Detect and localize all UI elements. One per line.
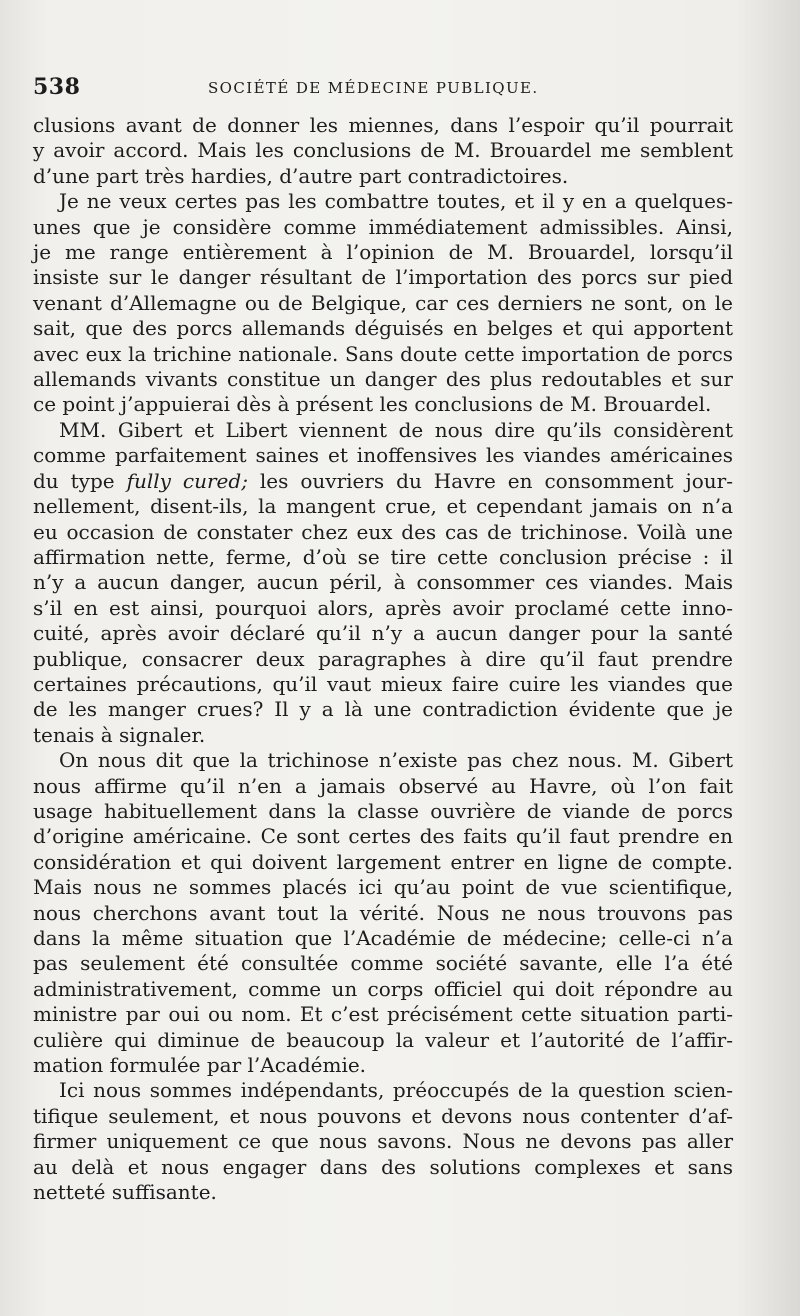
- text-line: Ici nous sommes indépendants, préoccupés de la question scien-: [59, 1078, 733, 1103]
- text-line: s’il en est ainsi, pourquoi alors, après avoir proclamé cette inno-: [33, 595, 733, 620]
- text-line: insiste sur le danger résultant de l’importation des porcs sur pied: [33, 265, 733, 290]
- text-line: ce point j’appuierai dès à présent les conclusions de M. Brouardel.: [33, 392, 712, 417]
- text-line: eu occasion de constater chez eux des cas de trichinose. Voilà une: [33, 519, 733, 544]
- text-line: allemands vivants constitue un danger des plus redoutables et sur: [33, 367, 733, 392]
- text-line: dans la même situation que l’Académie de médecine; celle-ci n’a: [33, 926, 733, 950]
- text-line: je me range entièrement à l’opinion de M. Brouardel, lorsqu’il: [33, 240, 733, 265]
- text-line: avec eux la trichine nationale. Sans doute cette importation de porcs: [33, 342, 733, 366]
- text-line: usage habituellement dans la classe ouvrière de viande de porcs: [33, 798, 733, 823]
- text-line: firmer uniquement ce que nous savons. Nous ne devons pas aller: [33, 1129, 733, 1154]
- text-line: Mais nous ne sommes placés ici qu’au point de vue scientifique,: [33, 875, 733, 900]
- text-line: clusions avant de donner les miennes, dans l’espoir qu’il pourrait: [33, 113, 733, 137]
- body-text: [33, 113, 733, 1205]
- text-line: venant d’Allemagne ou de Belgique, car ces derniers ne sont, on le: [33, 290, 733, 315]
- text-line: n’y a aucun danger, aucun péril, à consommer ces viandes. Mais: [33, 570, 733, 595]
- text-line: culière qui diminue de beaucoup la valeur et l’autorité de l’affir-: [33, 1027, 733, 1052]
- text-line: ministre par oui ou nom. Et c’est précisément cette situation parti-: [33, 1002, 733, 1027]
- text-line: sait, que des porcs allemands déguisés en belges et qui apportent: [33, 316, 733, 341]
- text-segment: les ouvriers du Havre en consomment jour-: [247, 468, 733, 493]
- text-line: y avoir accord. Mais les conclusions de M. Brouardel me semblent: [33, 138, 733, 163]
- text-line: d’origine américaine. Ce sont certes des faits qu’il faut prendre en: [33, 824, 733, 849]
- text-line: considération et qui doivent largement entrer en ligne de compte.: [33, 849, 733, 874]
- text-line: comme parfaitement saines et inoffensives les viandes américaines: [33, 443, 733, 468]
- page-number: 538: [33, 74, 81, 100]
- text-line: unes que je considère comme immédiatement admissibles. Ainsi,: [33, 214, 733, 239]
- text-line: de les manger crues? Il y a là une contradiction évidente que je: [33, 697, 733, 722]
- text-line: mation formulée par l’Académie.: [33, 1053, 367, 1078]
- text-line: publique, consacrer deux paragraphes à dire qu’il faut prendre: [33, 646, 733, 671]
- text-line: nous affirme qu’il n’en a jamais observé au Havre, où l’on fait: [33, 773, 733, 798]
- text-line: tifique seulement, et nous pouvons et devons nous contenter d’af-: [33, 1103, 733, 1128]
- text-line: nous cherchons avant tout la vérité. Nous ne nous trouvons pas: [33, 900, 733, 925]
- italic-term: fully cured;: [126, 468, 248, 493]
- text-line: tenais à signaler.: [33, 722, 206, 747]
- text-line: d’une part très hardies, d’autre part contradictoires.: [33, 163, 569, 188]
- text-line: cuité, après avoir déclaré qu’il n’y a aucun danger pour la santé: [33, 621, 733, 646]
- text-line: affirmation nette, ferme, d’où se tire cette conclusion précise : il: [33, 544, 733, 569]
- text-line: MM. Gibert et Libert viennent de nous dire qu’ils considèrent: [59, 417, 733, 442]
- text-line: pas seulement été consultée comme société savante, elle l’a été: [33, 951, 733, 976]
- text-line: au delà et nous engager dans des solutions complexes et sans: [33, 1154, 733, 1179]
- text-line: Je ne veux certes pas les combattre toutes, et il y en a quelques-: [59, 189, 733, 214]
- text-line: [33, 469, 733, 494]
- running-title: SOCIÉTÉ DE MÉDECINE PUBLIQUE.: [208, 79, 539, 97]
- text-line: certaines précautions, qu’il vaut mieux faire cuire les viandes que: [33, 671, 733, 696]
- text-line: On nous dit que la trichinose n’existe pas chez nous. M. Gibert: [59, 748, 733, 773]
- running-header: [33, 74, 733, 104]
- text-line: netteté suffisante.: [33, 1180, 217, 1205]
- text-line: administrativement, comme un corps officiel qui doit répondre au: [33, 976, 733, 1001]
- text-line: nellement, disent-ils, la mangent crue, et cependant jamais on n’a: [33, 494, 733, 519]
- text-segment: du type: [33, 468, 127, 493]
